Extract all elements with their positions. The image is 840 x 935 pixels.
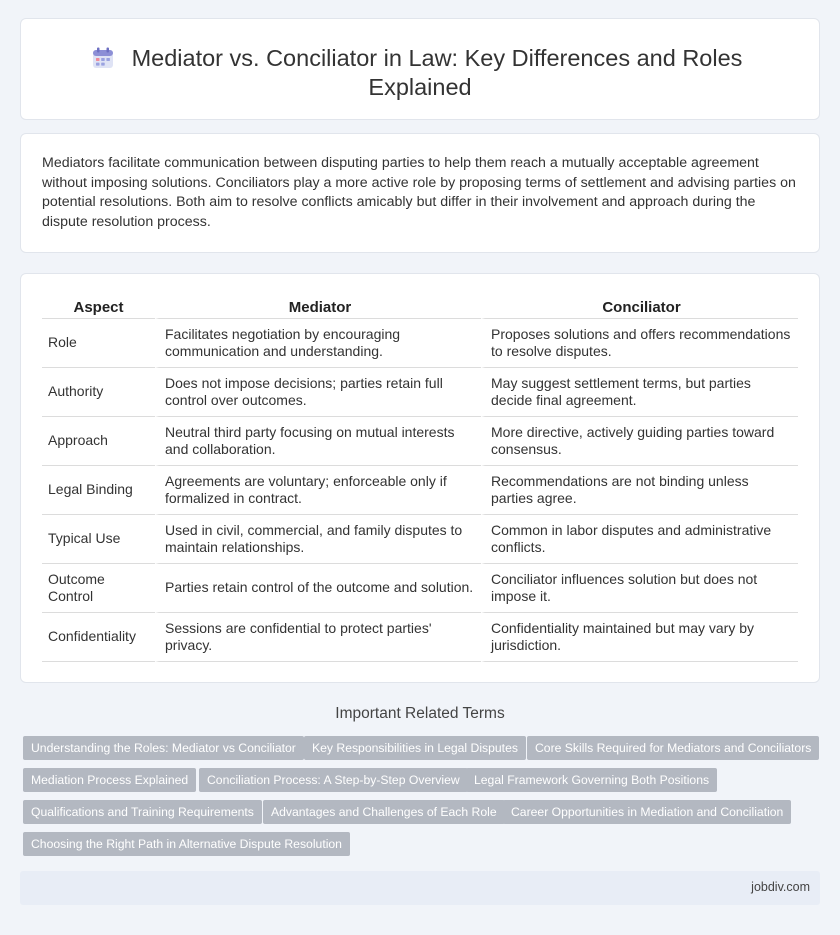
cell-conciliator: More directive, actively guiding parties toward consensus.: [481, 417, 798, 466]
header-mediator: Mediator: [155, 295, 481, 319]
table-row: [42, 515, 798, 564]
related-term-tag[interactable]: Key Responsibilities in Legal Disputes: [304, 736, 526, 760]
cell-mediator: Neutral third party focusing on mutual interests and collaboration.: [155, 417, 481, 466]
related-term-tag[interactable]: Legal Framework Governing Both Positions: [466, 768, 717, 792]
cell-conciliator: Conciliator influences solution but does not impose it.: [481, 564, 798, 613]
cell-aspect: Role: [42, 319, 155, 368]
cell-mediator: Parties retain control of the outcome and solution.: [155, 564, 481, 613]
related-term-tag[interactable]: Advantages and Challenges of Each Role: [263, 800, 505, 824]
comparison-table-card: [20, 273, 820, 683]
table-row: [42, 613, 798, 662]
comparison-table: [42, 295, 798, 662]
table-header-row: [42, 295, 798, 319]
cell-conciliator: Common in labor disputes and administrative conflicts.: [481, 515, 798, 564]
cell-aspect: Approach: [42, 417, 155, 466]
table-row: [42, 466, 798, 515]
intro-card: [20, 133, 820, 253]
cell-mediator: Facilitates negotiation by encouraging communication and understanding.: [155, 319, 481, 368]
cell-conciliator: Confidentiality maintained but may vary by jurisdiction.: [481, 613, 798, 662]
table-row: [42, 564, 798, 613]
related-term-tag[interactable]: Mediation Process Explained: [23, 768, 196, 792]
table-row: [42, 319, 798, 368]
table-row: [42, 368, 798, 417]
header-aspect: Aspect: [42, 295, 155, 319]
related-term-tag[interactable]: Understanding the Roles: Mediator vs Conciliator: [23, 736, 304, 760]
table-row: [42, 417, 798, 466]
intro-paragraph: Mediators facilitate communication between disputing parties to help them reach a mutually acceptable agreement without imposing solutions. Conciliators play a more active role by proposing terms of settlement and advising parties on potential resolutions. Both aim to resolve conflicts amicably but differ in their involvement and approach during the dispute resolution process.: [42, 155, 796, 230]
cell-aspect: Typical Use: [42, 515, 155, 564]
cell-mediator: Sessions are confidential to protect parties' privacy.: [155, 613, 481, 662]
cell-mediator: Does not impose decisions; parties retain full control over outcomes.: [155, 368, 481, 417]
related-term-tag[interactable]: Conciliation Process: A Step-by-Step Overview: [199, 768, 468, 792]
cell-aspect: Outcome Control: [42, 564, 155, 613]
related-terms-title: Important Related Terms: [335, 705, 505, 722]
cell-aspect: Authority: [42, 368, 155, 417]
cell-mediator: Agreements are voluntary; enforceable only if formalized in contract.: [155, 466, 481, 515]
related-term-tag[interactable]: Core Skills Required for Mediators and Conciliators: [527, 736, 819, 760]
cell-conciliator: May suggest settlement terms, but parties decide final agreement.: [481, 368, 798, 417]
header-conciliator: Conciliator: [481, 295, 798, 319]
related-term-tag[interactable]: Qualifications and Training Requirements: [23, 800, 262, 824]
page-title-line-2: Explained: [368, 74, 472, 100]
cell-conciliator: Proposes solutions and offers recommendations to resolve disputes.: [481, 319, 798, 368]
page-title-line-1: Mediator vs. Conciliator in Law: Key Differences and Roles: [131, 45, 743, 71]
cell-conciliator: Recommendations are not binding unless parties agree.: [481, 466, 798, 515]
cell-mediator: Used in civil, commercial, and family disputes to maintain relationships.: [155, 515, 481, 564]
related-term-tag[interactable]: Career Opportunities in Mediation and Conciliation: [503, 800, 791, 824]
cell-aspect: Legal Binding: [42, 466, 155, 515]
footer: [20, 871, 820, 905]
page-title: [21, 44, 819, 102]
header-card: [20, 18, 820, 120]
related-term-tag[interactable]: Choosing the Right Path in Alternative Dispute Resolution: [23, 832, 350, 856]
cell-aspect: Confidentiality: [42, 613, 155, 662]
footer-site-link[interactable]: jobdiv.com: [751, 880, 810, 894]
